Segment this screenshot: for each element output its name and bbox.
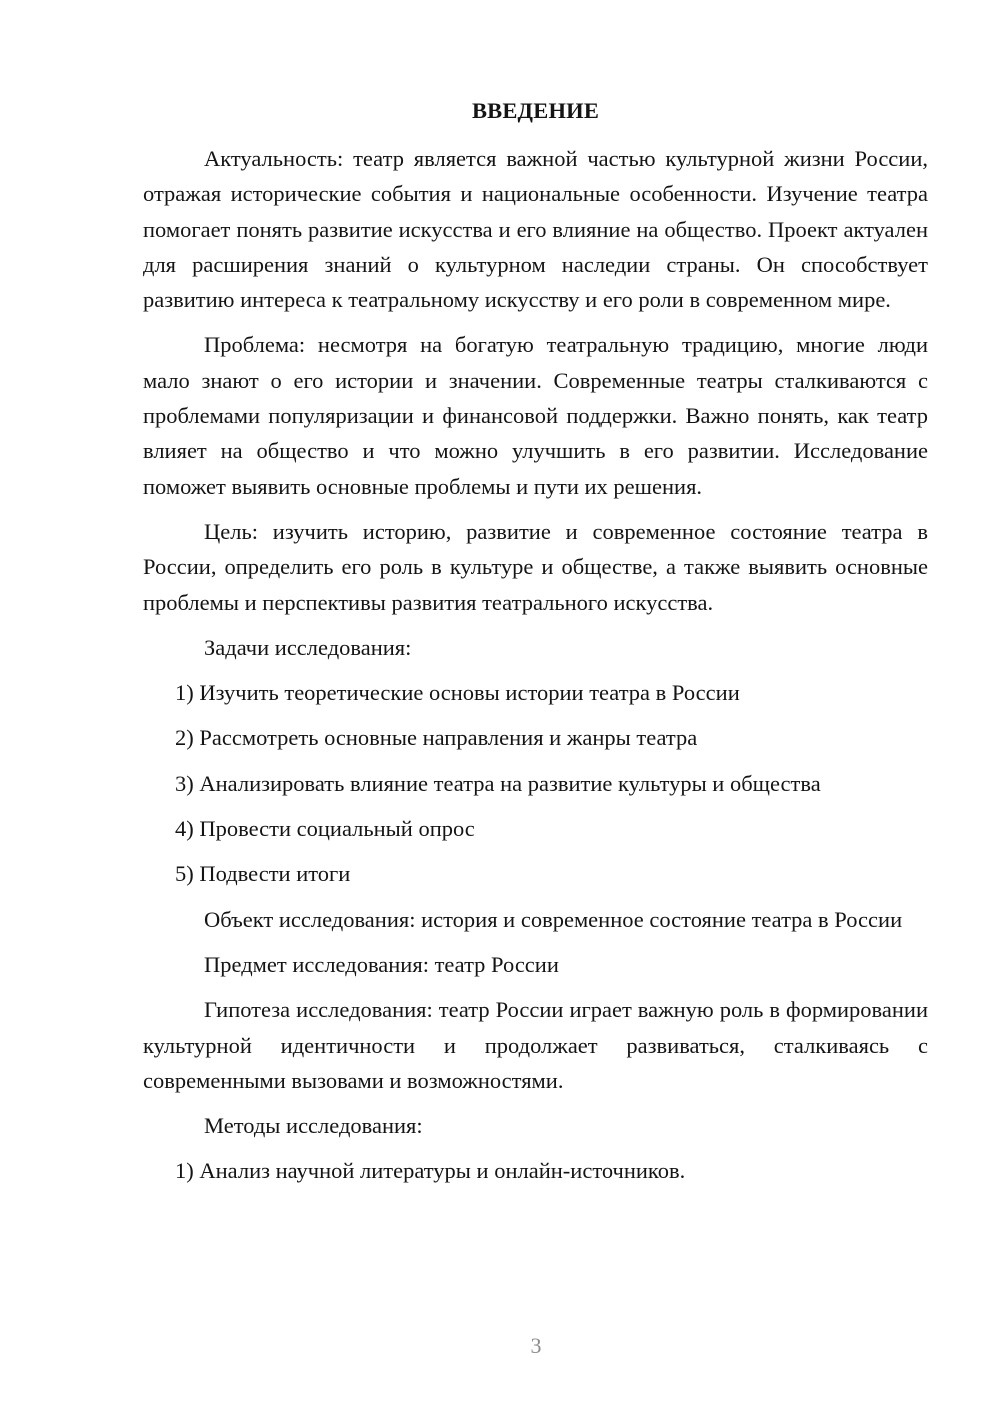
list-item: 5) Подвести итоги [175,861,351,887]
list-item: 1) Анализ научной литературы и онлайн-источников. [175,1158,686,1184]
list-item: 2) Рассмотреть основные направления и жанры театра [175,725,698,751]
list-item: 4) Провести социальный опрос [175,816,475,842]
relevance-paragraph: Актуальность: театр является важной частью культурной жизни России, отражая исторические события и национальные особенности. Изучение театра помогает понять развитие искусства и его влияние на общество. Проект актуален для расширения знаний о культурном наследии страны. Он способствует развитию интереса к театральному искусству и его роли в современном мире. [143,146,928,313]
hypothesis-paragraph: Гипотеза исследования: театр России играет важную роль в формировании культурной идентичности и продолжает развиваться, сталкиваясь с современными вызовами и возможностями. [143,997,928,1093]
page-title: ВВЕДЕНИЕ [471,98,600,123]
tasks-heading: Задачи исследования: [204,634,412,660]
goal-paragraph: Цель: изучить историю, развитие и современное состояние театра в России, определить его роль в культуре и обществе, а также выявить основные проблемы и перспективы развития театрального искусства. [143,518,928,615]
methods-heading: Методы исследования: [204,1113,423,1139]
page-content [143,93,928,1199]
object-paragraph: Объект исследования: история и современное состояние театра в России [204,906,903,932]
list-item: 3) Анализировать влияние театра на развитие культуры и общества [175,770,821,796]
list-item: 1) Изучить теоретические основы истории театра в России [175,680,740,706]
page-number: 3 [530,1333,542,1358]
methods-list [143,1153,928,1188]
subject-paragraph: Предмет исследования: театр России [204,951,559,977]
tasks-list [143,675,928,891]
problem-paragraph: Проблема: несмотря на богатую театральную традицию, многие люди мало знают о его истории и значении. Современные театры сталкиваются с проблемами популяризации и финансовой поддержки. Важно понять, как театр влияет на общество и что можно улучшить в его развитии. Исследование поможет выявить основные проблемы и пути их решения. [143,332,928,499]
